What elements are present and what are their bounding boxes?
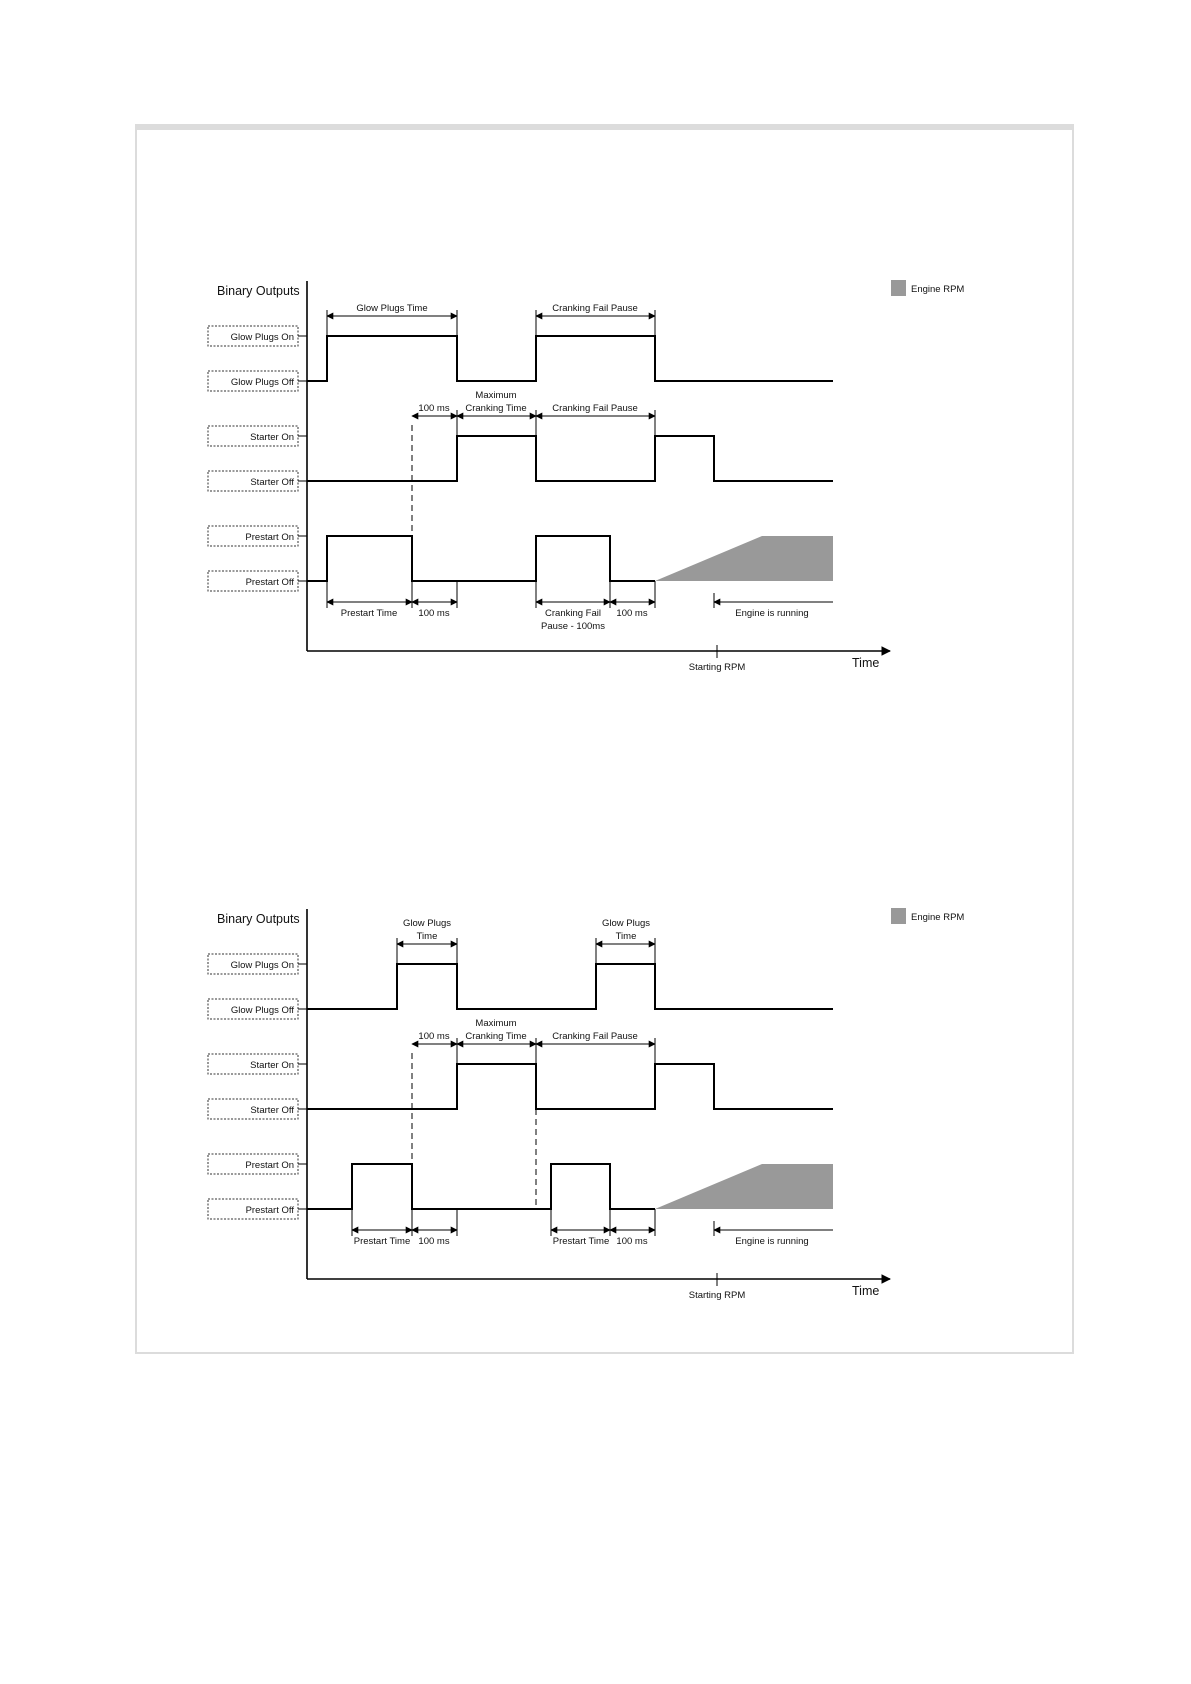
max-cranking-label-1: Maximum <box>475 1018 517 1029</box>
row-label-glow-off: Glow Plugs Off <box>230 1005 294 1016</box>
prestart-signal <box>307 1164 655 1209</box>
delay-100ms-bottom2-label: 100 ms <box>616 608 648 619</box>
row-label-glow-off: Glow Plugs Off <box>230 377 294 388</box>
delay-100ms-top-label: 100 ms <box>418 1031 450 1042</box>
legend-label: Engine RPM <box>911 284 965 295</box>
prestart-time-b-label: Prestart Time <box>552 1236 610 1247</box>
row-label-prestart-on: Prestart On <box>245 1160 294 1171</box>
glow-plugs-time-b-label-2: Time <box>615 931 637 942</box>
row-label-ticks <box>298 336 307 581</box>
row-label-starter-on: Starter On <box>250 1060 294 1071</box>
glow-plugs-signal <box>307 336 833 381</box>
diagram-2 <box>208 908 964 1301</box>
prestart-time-label: Prestart Time <box>340 608 398 619</box>
starter-signal <box>307 1064 833 1109</box>
legend-swatch <box>891 908 906 924</box>
engine-rpm-area <box>655 1164 833 1209</box>
cranking-fail-pause-label-2: Pause - 100ms <box>541 621 605 632</box>
row-label-glow-on: Glow Plugs On <box>230 960 294 971</box>
row-label-starter-off: Starter Off <box>250 477 294 488</box>
legend-swatch <box>891 280 906 296</box>
cranking-fail-pause-mid-label: Cranking Fail Pause <box>552 1031 638 1042</box>
row-label-boxes <box>208 954 298 1219</box>
max-cranking-label-1: Maximum <box>475 390 517 401</box>
x-axis-label: Time <box>852 656 880 670</box>
row-label-prestart-on: Prestart On <box>245 532 294 543</box>
row-label-ticks <box>298 964 307 1209</box>
row-label-starter-off: Starter Off <box>250 1105 294 1116</box>
cranking-fail-pause-mid-label: Cranking Fail Pause <box>552 403 638 414</box>
legend-label: Engine RPM <box>911 912 965 923</box>
max-cranking-label-2: Cranking Time <box>465 1031 527 1042</box>
y-axis-title: Binary Outputs <box>217 284 300 298</box>
x-axis-label: Time <box>852 1284 880 1298</box>
row-label-prestart-off: Prestart Off <box>245 1205 294 1216</box>
delay-100ms-bottom1-label: 100 ms <box>418 1236 450 1247</box>
row-label-glow-on: Glow Plugs On <box>230 332 294 343</box>
glow-plugs-time-b-label-1: Glow Plugs <box>601 918 651 929</box>
prestart-signal <box>307 536 655 581</box>
glow-plugs-signal <box>307 964 833 1009</box>
glow-plugs-time-a-label-2: Time <box>416 931 438 942</box>
diagram-1 <box>208 280 964 673</box>
delay-100ms-top-label: 100 ms <box>418 403 450 414</box>
row-label-boxes <box>208 326 298 591</box>
glow-plugs-time-label: Glow Plugs Time <box>356 303 428 314</box>
engine-running-label: Engine is running <box>735 608 809 619</box>
cranking-fail-pause-top-label: Cranking Fail Pause <box>552 303 638 314</box>
engine-running-label: Engine is running <box>735 1236 809 1247</box>
row-label-prestart-off: Prestart Off <box>245 577 294 588</box>
starting-rpm-label: Starting RPM <box>688 1290 746 1301</box>
row-label-starter-on: Starter On <box>250 432 294 443</box>
starter-signal <box>307 436 833 481</box>
cranking-fail-pause-label-1: Cranking Fail <box>545 608 601 619</box>
starting-rpm-label: Starting RPM <box>688 662 746 673</box>
prestart-time-a-label: Prestart Time <box>353 1236 411 1247</box>
delay-100ms-bottom1-label: 100 ms <box>418 608 450 619</box>
engine-rpm-area <box>655 536 833 581</box>
max-cranking-label-2: Cranking Time <box>465 403 527 414</box>
glow-plugs-time-a-label-1: Glow Plugs <box>402 918 452 929</box>
delay-100ms-bottom2-label: 100 ms <box>616 1236 648 1247</box>
y-axis-title: Binary Outputs <box>217 912 300 926</box>
